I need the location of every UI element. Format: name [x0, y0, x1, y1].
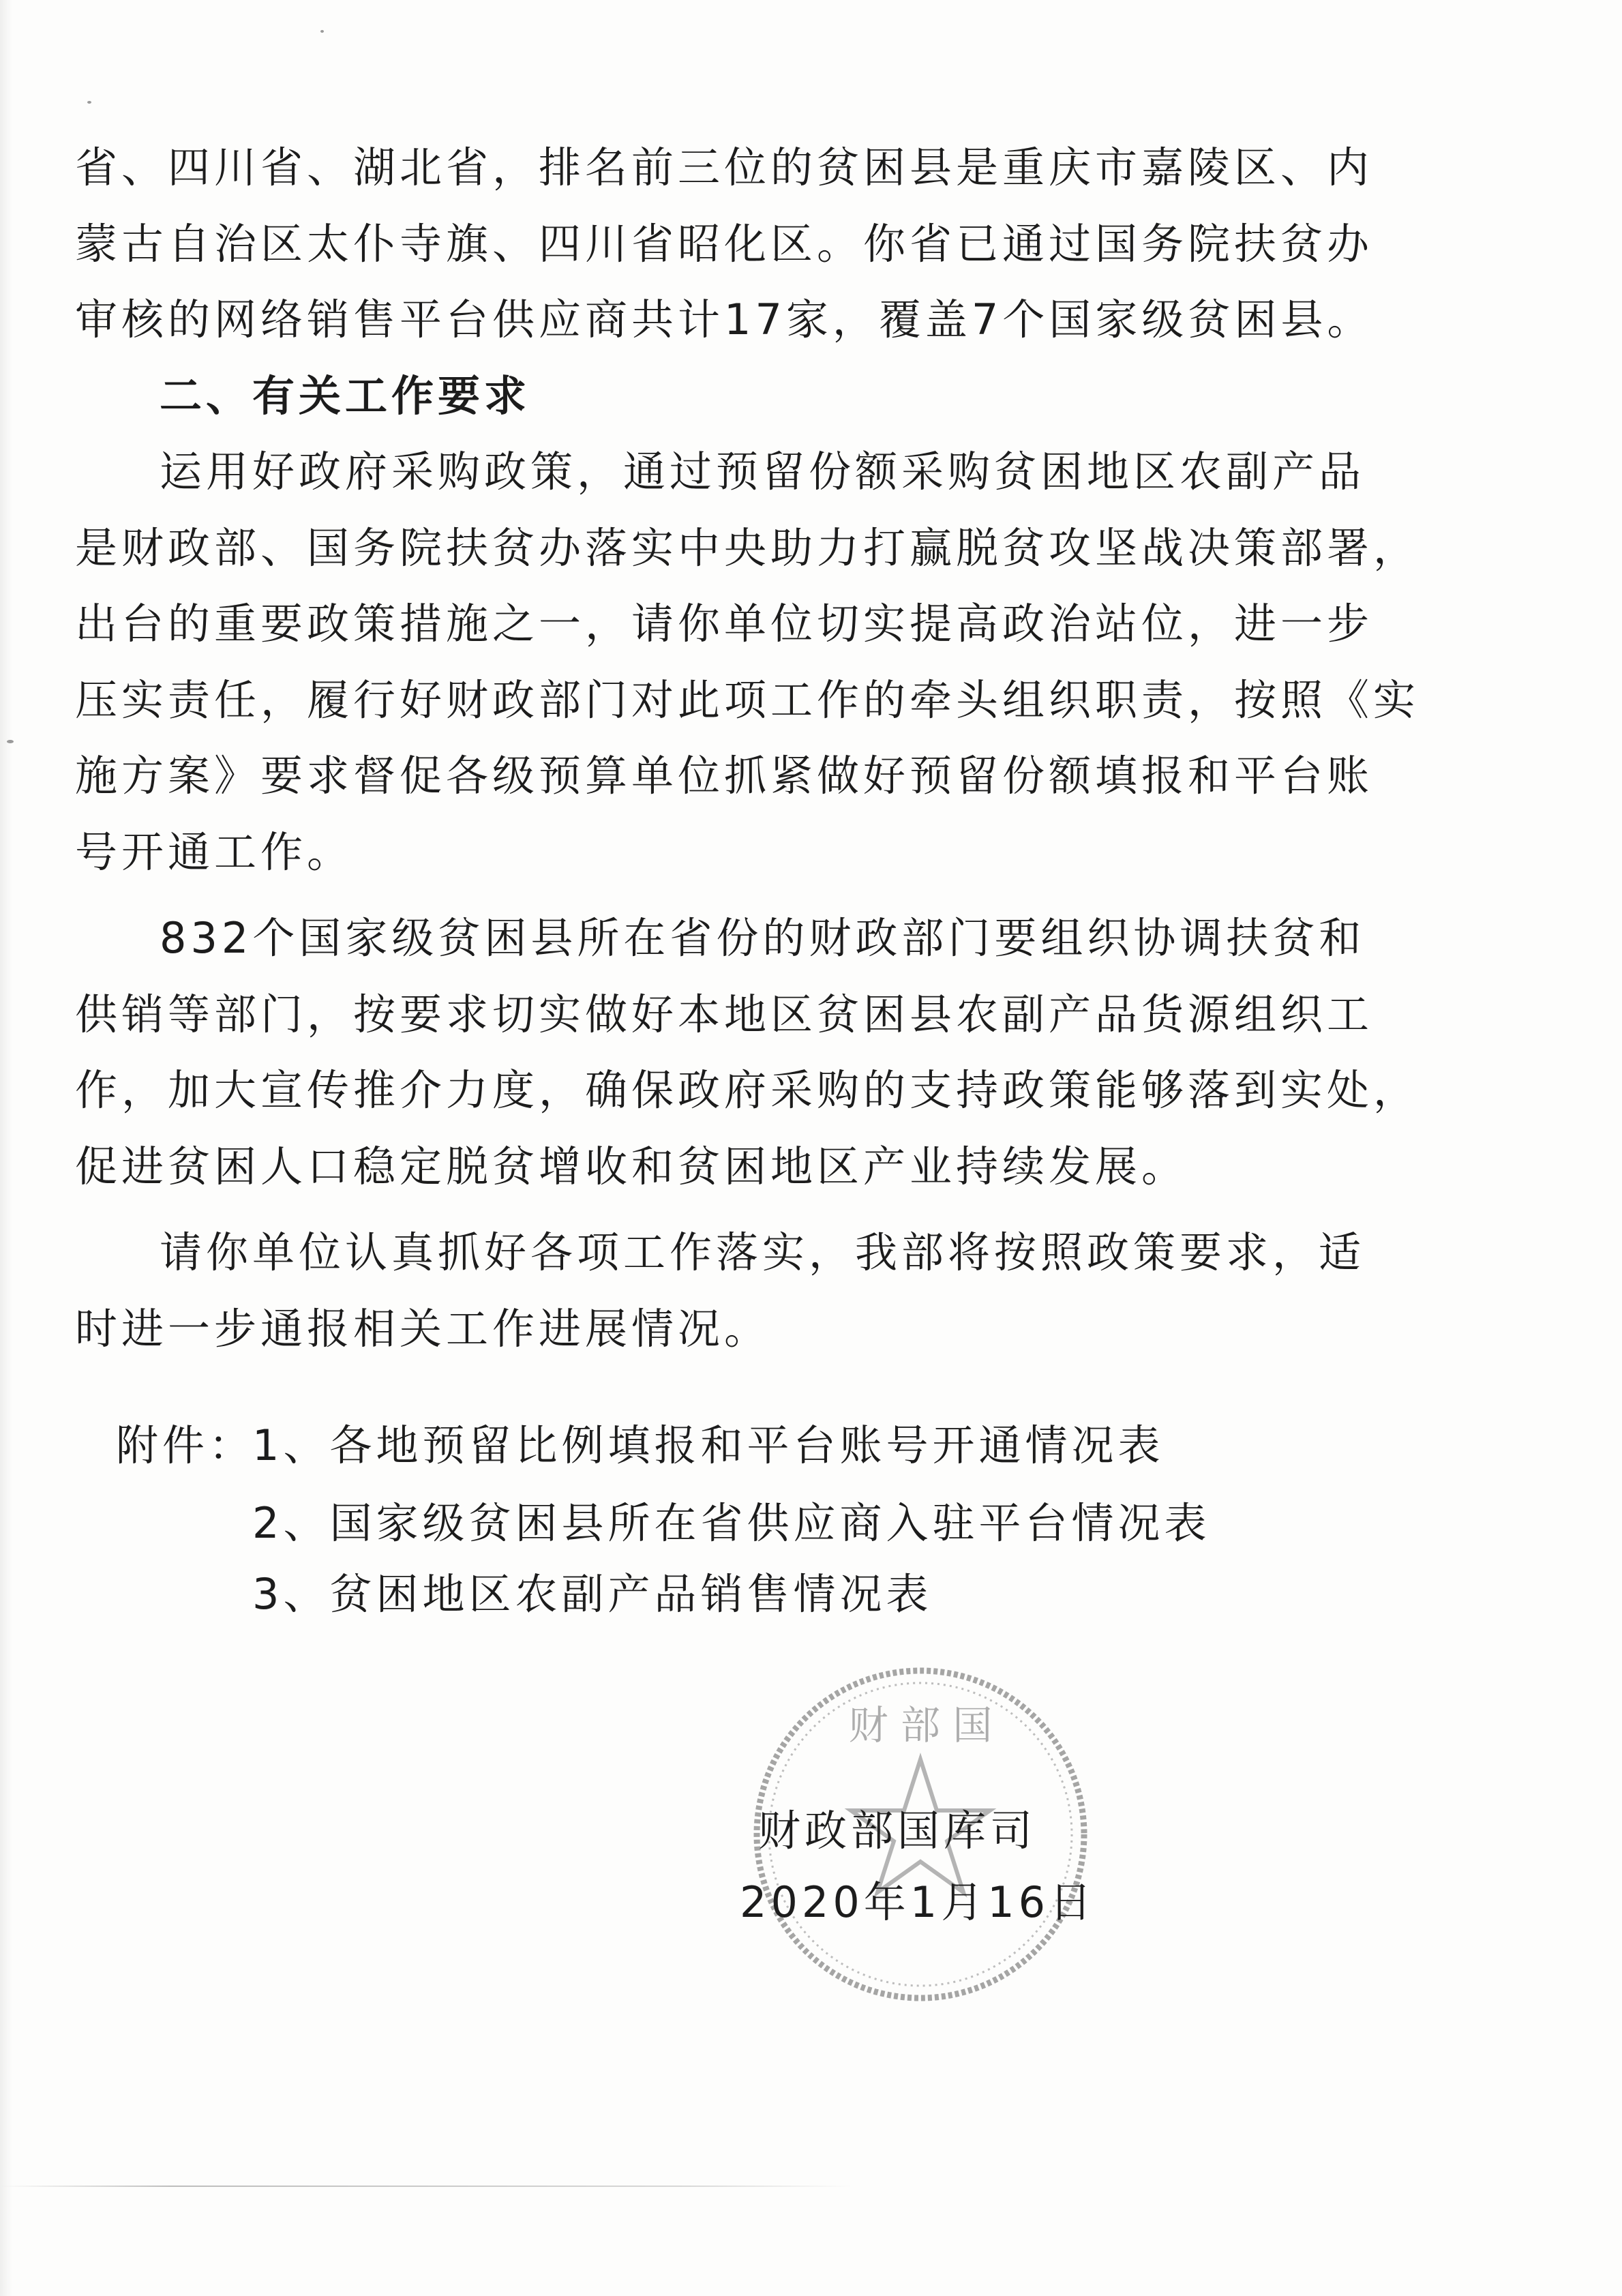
- attachment-row: [116, 1412, 1207, 1480]
- attachment-item: 1、各地预留比例填报和平台账号开通情况表: [252, 1420, 1165, 1470]
- text-line: 促进贫困人口稳定脱贫增收和贫困地区产业持续发展。: [75, 1141, 1188, 1191]
- text-line: 832个国家级贫困县所在省份的财政部门要组织协调扶贫和: [160, 913, 1366, 963]
- text-line: 请你单位认真抓好各项工作落实，我部将按照政策要求，适: [160, 1227, 1366, 1277]
- scan-speck: [320, 30, 324, 33]
- text-line: 压实责任，履行好财政部门对此项工作的牵头组织职责，按照《实: [75, 674, 1420, 725]
- scan-bottom-line: [0, 2186, 852, 2187]
- scan-speck: [87, 101, 91, 104]
- signature-date: 2020年1月16日: [740, 1877, 1096, 1927]
- scan-speck: [7, 740, 14, 743]
- text-line: 作，加大宣传推介力度，确保政府采购的支持政策能够落到实处，: [75, 1065, 1420, 1115]
- text-line: 出台的重要政策措施之一，请你单位切实提高政治站位，进一步: [75, 599, 1374, 648]
- section-heading: 二、有关工作要求: [160, 370, 531, 421]
- letter-body: [75, 130, 1420, 1367]
- attachment-item: 3、贫困地区农副产品销售情况表: [252, 1569, 933, 1619]
- text-line: 审核的网络销售平台供应商共计17家，覆盖7个国家级贫困县。: [75, 295, 1374, 344]
- text-line: 省、四川省、湖北省，排名前三位的贫困县是重庆市嘉陵区、内: [75, 143, 1374, 192]
- scan-edge-shadow: [0, 0, 12, 2296]
- attachment-row: [116, 1489, 1211, 1557]
- text-line: 号开通工作。: [75, 826, 354, 877]
- text-line: 运用好政府采购政策，通过预留份额采购贫困地区农副产品: [160, 447, 1366, 496]
- text-line: 供销等部门，按要求切实做好本地区贫困县农副产品货源组织工: [75, 989, 1374, 1039]
- attachment-item: 2、国家级贫困县所在省供应商入驻平台情况表: [252, 1498, 1211, 1548]
- text-line: 施方案》要求督促各级预算单位抓紧做好预留份额填报和平台账: [75, 751, 1374, 801]
- attachment-row: [116, 1560, 1207, 1628]
- seal-text-top: 财 部 国: [848, 1702, 993, 1748]
- text-line: 时进一步通报相关工作进展情况。: [75, 1303, 771, 1354]
- text-line: 是财政部、国务院扶贫办落实中央助力打赢脱贫攻坚战决策部署，: [75, 522, 1420, 573]
- attachment-label: 附件：: [116, 1420, 256, 1470]
- text-line: 蒙古自治区太仆寺旗、四川省昭化区。你省已通过国务院扶贫办: [75, 218, 1374, 269]
- signature-org: 财政部国库司: [758, 1806, 1037, 1855]
